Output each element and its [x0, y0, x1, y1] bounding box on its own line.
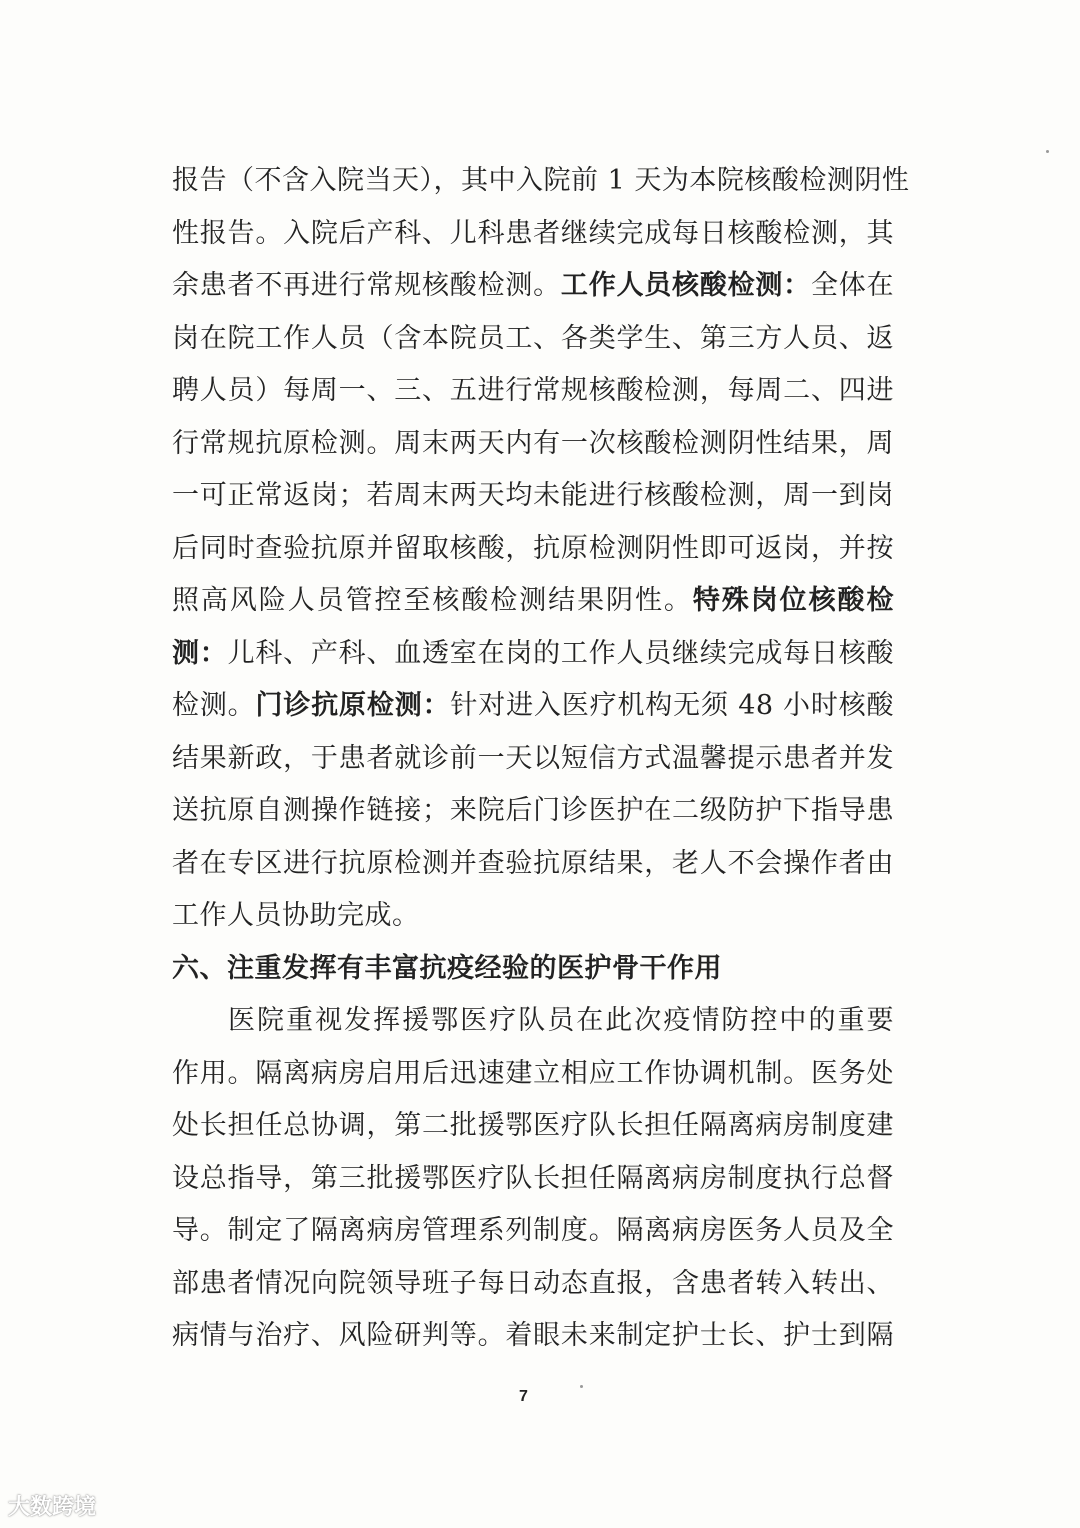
text-line: [172, 322, 894, 356]
text-line: [172, 269, 894, 303]
text-line: [172, 1109, 894, 1143]
text-run: 六、注重发挥有丰富抗疫经验的医护骨干作用: [172, 952, 722, 984]
text-line: [172, 1319, 894, 1353]
section-heading: [172, 952, 722, 986]
text-run: 导。制定了隔离病房管理系列制度。隔离病房医务人员及全: [172, 1215, 894, 1246]
text-line: [172, 637, 894, 671]
text-run: 结果新政，于患者就诊前一天以短信方式温馨提示患者并发: [172, 742, 894, 774]
text-run: 行常规抗原检测。周末两天内有一次核酸检测阴性结果，周: [172, 427, 894, 459]
text-run: 作用。隔离病房启用后迅速建立相应工作协调机制。医务处: [172, 1057, 894, 1089]
text-line: [172, 1057, 894, 1091]
text-run: 儿科、产科、血透室在岗的工作人员继续完成每日核酸: [227, 637, 895, 669]
text-run: 岗在院工作人员（含本院员工、各类学生、第三方人员、返: [172, 322, 894, 354]
text-line: [172, 1214, 894, 1248]
page-number: 7: [519, 1388, 528, 1405]
text-run: 设总指导，第三批援鄂医疗队长担任隔离病房制度执行总督: [172, 1162, 894, 1194]
text-line: [172, 1267, 894, 1301]
text-run: 送抗原自测操作链接；来院后门诊医护在二级防护下指导患: [172, 795, 894, 826]
text-line: [172, 689, 894, 723]
bold-run: 工作人员核酸检测：: [560, 270, 811, 301]
text-run: 针对进入医疗机构无须 48 小时核酸: [450, 690, 895, 721]
text-line: [172, 899, 420, 933]
text-run: 工作人员协助完成。: [172, 900, 420, 931]
text-line: [228, 1004, 894, 1038]
text-line: [172, 584, 894, 618]
text-run: 聘人员）每周一、三、五进行常规核酸检测，每周二、四进: [172, 375, 894, 406]
bold-run: 测：: [172, 637, 228, 669]
text-run: 性报告。入院后产科、儿科患者继续完成每日核酸检测，其: [172, 217, 894, 249]
scan-speck: [1046, 150, 1049, 153]
text-run: 全体在: [810, 270, 895, 301]
text-line: [172, 217, 894, 251]
text-run: 检测。: [172, 690, 256, 721]
text-run: 病情与治疗、风险研判等。着眼未来制定护士长、护士到隔: [172, 1320, 894, 1351]
text-line: [172, 532, 894, 566]
text-line: [172, 847, 894, 881]
text-line: [172, 427, 894, 461]
scan-speck: [580, 1385, 583, 1388]
text-line: [172, 794, 894, 828]
text-run: 部患者情况向院领导班子每日动态直报，含患者转入转出、: [172, 1267, 894, 1299]
text-run: 处长担任总协调，第二批援鄂医疗队长担任隔离病房制度建: [172, 1110, 894, 1141]
text-run: 者在专区进行抗原检测并查验抗原结果，老人不会操作者由: [172, 847, 894, 879]
text-run: 医院重视发挥援鄂医疗队员在此次疫情防控中的重要: [228, 1005, 894, 1036]
text-run: 报告（不含入院当天），其中入院前 1 天为本院核酸检测阴性: [172, 165, 910, 196]
text-line: [172, 374, 894, 408]
bold-run: 特殊岗位核酸检: [692, 585, 894, 616]
text-run: 余患者不再进行常规核酸检测。: [172, 270, 561, 301]
text-run: 一可正常返岗；若周末两天均未能进行核酸检测，周一到岗: [172, 480, 894, 511]
text-line: [172, 1162, 894, 1196]
bold-run: 门诊抗原检测：: [255, 690, 451, 721]
watermark-logo: 大数跨境: [8, 1495, 97, 1520]
text-run: 后同时查验抗原并留取核酸，抗原检测阴性即可返岗，并按: [172, 532, 894, 564]
text-line: [172, 479, 894, 513]
text-line: [172, 164, 910, 198]
text-run: 照高风险人员管控至核酸检测结果阴性。: [172, 585, 693, 616]
text-line: [172, 742, 894, 776]
